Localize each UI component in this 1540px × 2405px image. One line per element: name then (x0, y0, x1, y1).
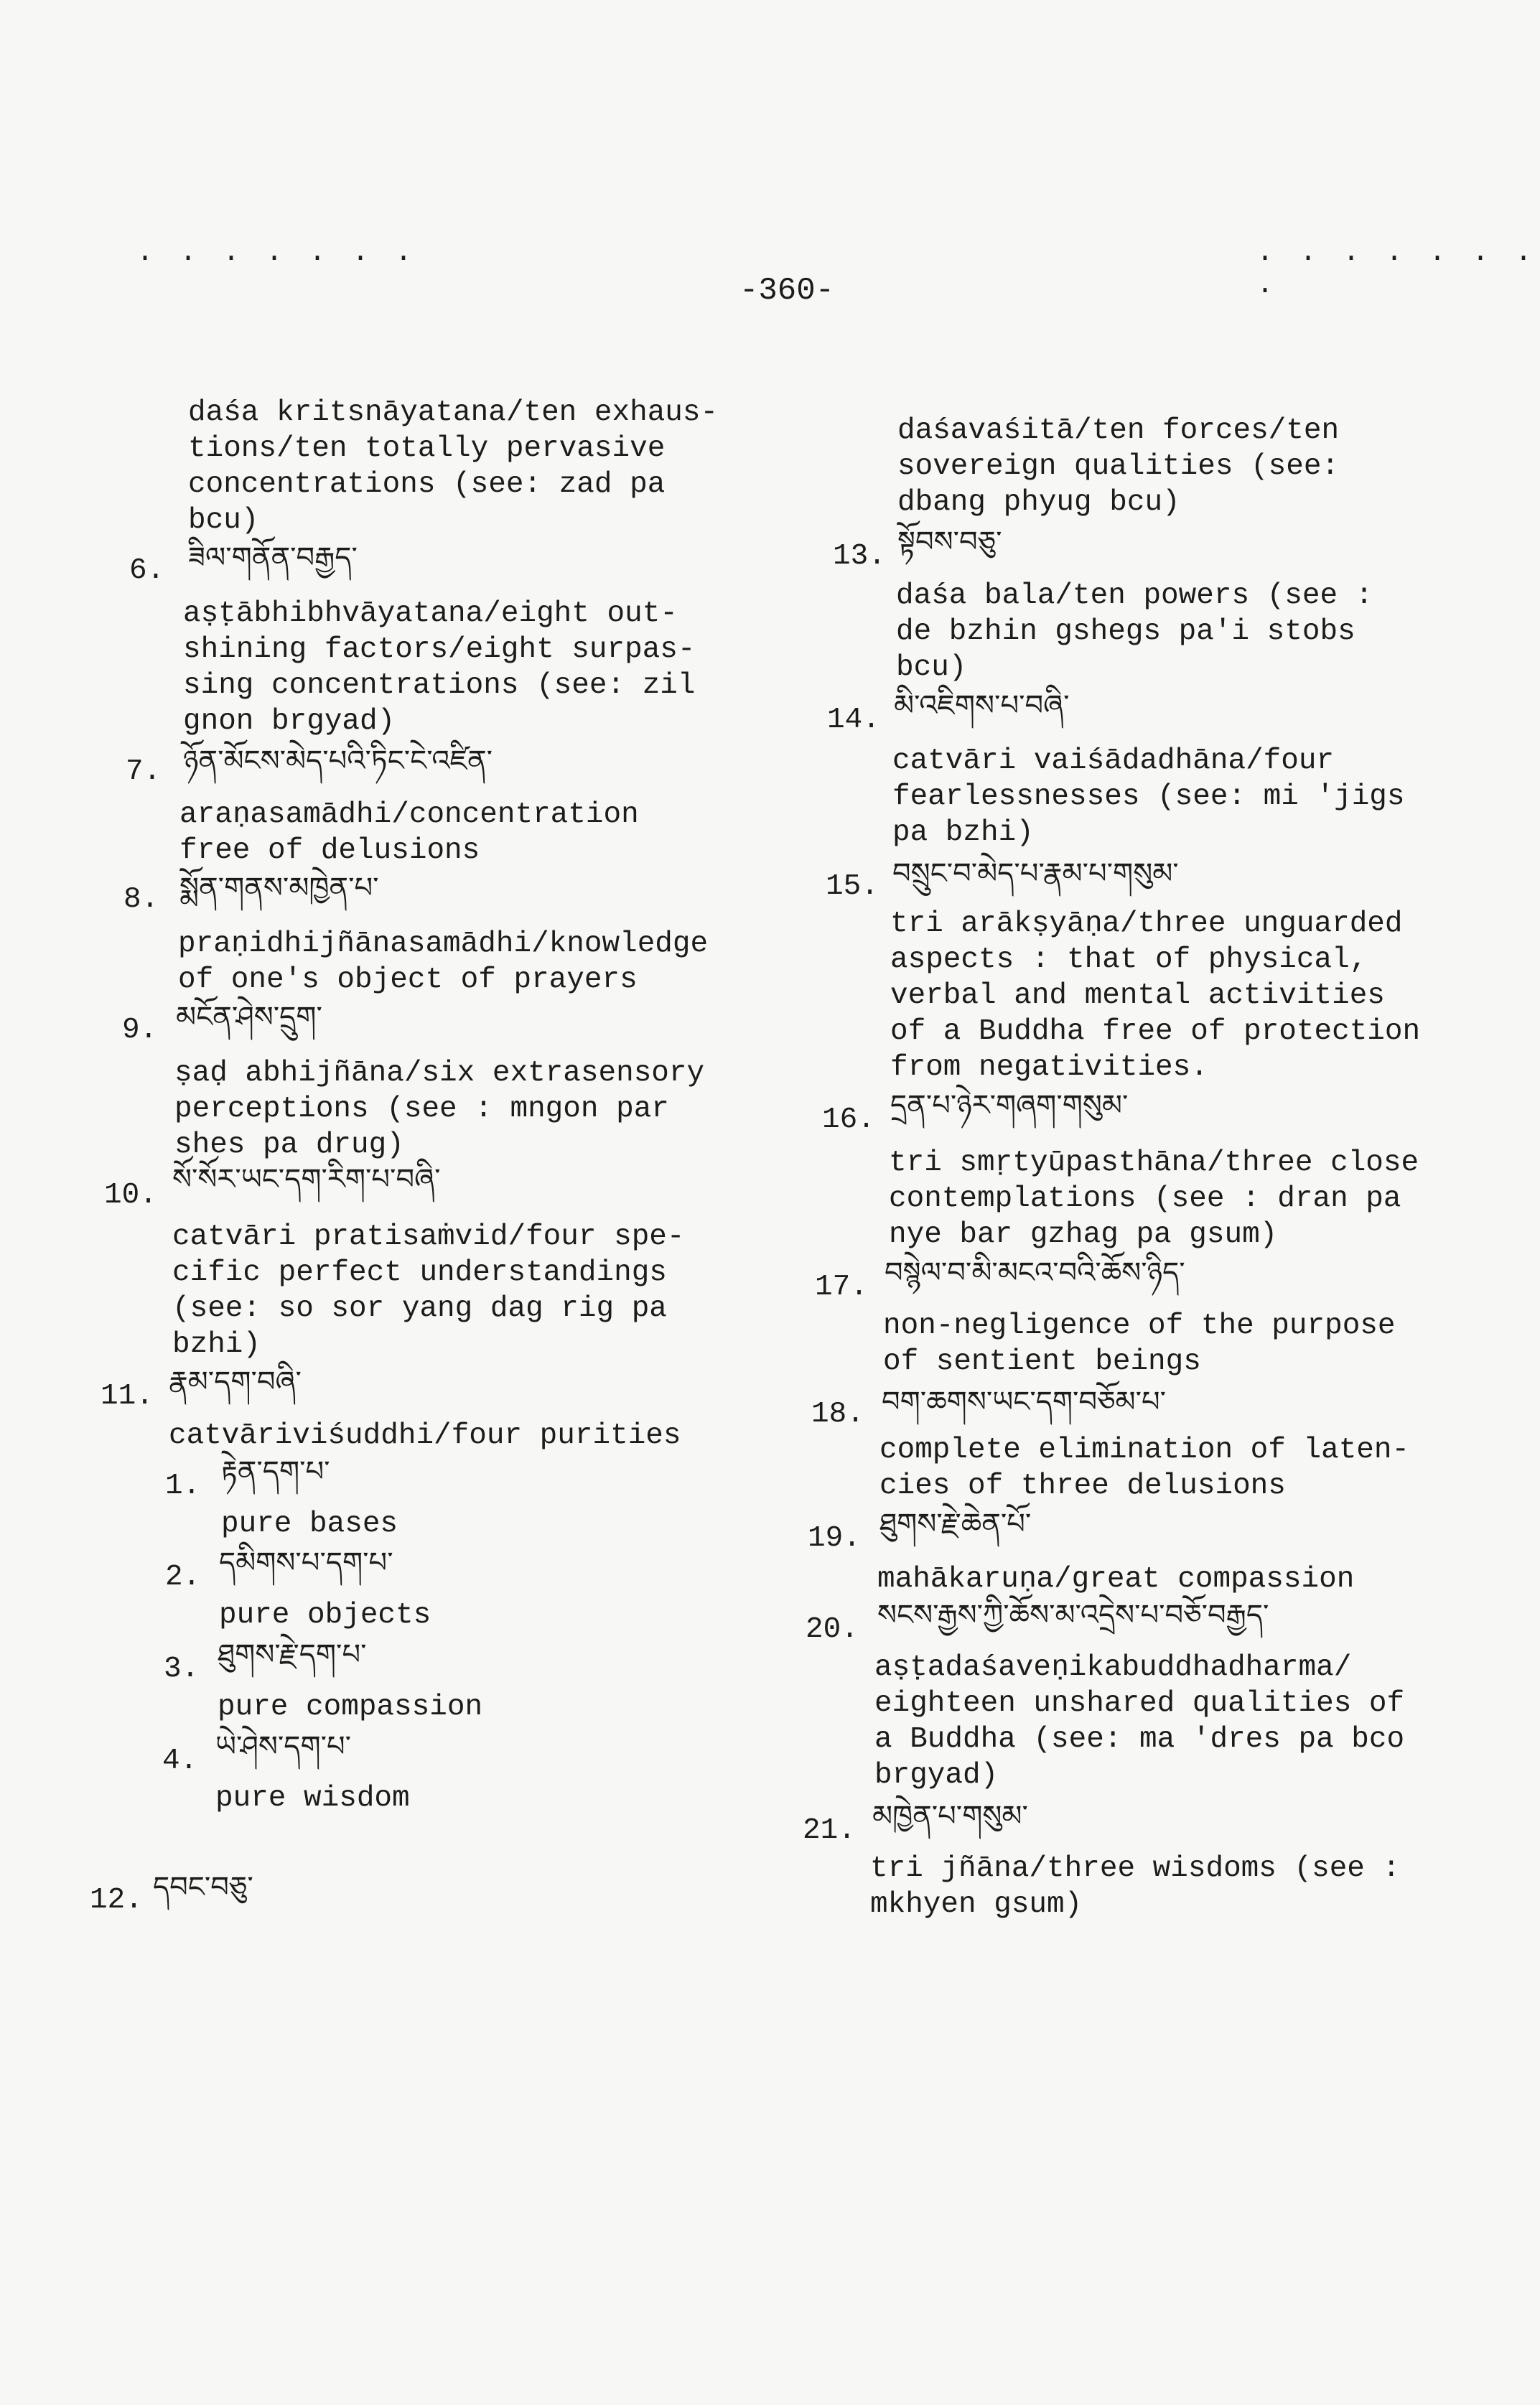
entry-18-tibetan: བག་ཆགས་ཡང་དག་བཅོམ་པ་ (882, 1386, 1167, 1419)
entry-15-line-2: aspects : that of physical, (890, 943, 1368, 976)
entry-19-line-1: mahākaruṇa/great compassion (877, 1563, 1355, 1596)
subentry-3-tibetan: ཐུགས་རྗེ་དག་པ་ (218, 1638, 367, 1671)
entry-7-line-1: araṇasamādhi/concentration (179, 798, 639, 831)
entry-14-line-2: fearlessnesses (see: mi 'jigs (892, 780, 1405, 813)
subentry-3-text: pure compassion (218, 1691, 483, 1724)
entry-6-line-1: aṣṭābhibhvāyatana/eight out- (183, 597, 678, 630)
entry-13-number: 13. (833, 540, 886, 573)
entry-12c-line-1: daśavaśitā/ten forces/ten (897, 414, 1340, 447)
entry-20-line-2: eighteen unshared qualities of (874, 1687, 1405, 1720)
page-number: -360- (739, 273, 835, 309)
entry-21-number: 21. (803, 1814, 856, 1847)
entry-12c-line-3: dbang phyug bcu) (897, 486, 1180, 519)
entry-6-line-4: gnon brgyad) (183, 705, 396, 738)
entry-17-line-2: of sentient beings (883, 1345, 1201, 1378)
entry-19-tibetan: ཐུགས་རྗེ་ཆེན་པོ་ (879, 1508, 1032, 1541)
entry-10-number: 10. (104, 1179, 157, 1212)
entry-5-line-3: concentrations (see: zad pa (188, 468, 666, 501)
entry-20-line-1: aṣṭadaśaveṇikabuddhadharma/ (874, 1651, 1352, 1684)
entry-15-line-3: verbal and mental activities (890, 979, 1385, 1012)
entry-5-line-1: daśa kritsnāyatana/ten exhaus- (188, 396, 719, 429)
entry-13-line-3: bcu) (896, 651, 967, 684)
entry-8-tibetan: སྨོན་གནས་མཁྱེན་པ་ (179, 872, 379, 905)
entry-12-tibetan: དབང་བཅུ་ (153, 1871, 253, 1904)
entry-10-line-2: cific perfect understandings (172, 1256, 667, 1289)
entry-12c-line-2: sovereign qualities (see: (897, 450, 1340, 483)
entry-13-line-2: de bzhin gshegs pa'i stobs (896, 615, 1355, 648)
entry-14-line-1: catvāri vaiśādadhāna/four (892, 744, 1335, 777)
entry-16-number: 16. (822, 1103, 875, 1136)
entry-10-tibetan: སོ་སོར་ཡང་དག་རིག་པ་བཞི་ (172, 1163, 441, 1196)
entry-17-line-1: non-negligence of the purpose (883, 1309, 1396, 1342)
entry-9-number: 9. (122, 1014, 158, 1047)
subentry-1-number: 1. (165, 1470, 201, 1503)
entry-15-tibetan: བསྲུང་བ་མེད་པ་རྣམ་པ་གསུམ་ (892, 857, 1179, 890)
header-left-dots: . . . . . . . (136, 237, 417, 269)
entry-20-tibetan: སངས་རྒྱས་ཀྱི་ཆོས་མ་འདྲེས་པ་བཅོ་བརྒྱད་ (877, 1599, 1269, 1632)
subentry-2-text: pure objects (219, 1599, 431, 1632)
entry-7-number: 7. (126, 755, 162, 788)
entry-14-tibetan: མི་འཇིགས་པ་བཞི་ (894, 689, 1070, 722)
entry-5-line-2: tions/ten totally pervasive (188, 432, 666, 465)
entry-16-line-1: tri smṛtyūpasthāna/three close (889, 1147, 1419, 1180)
subentry-4-text: pure wisdom (215, 1782, 410, 1815)
subentry-1-text: pure bases (221, 1508, 398, 1541)
subentry-4-number: 4. (162, 1745, 198, 1778)
entry-9-tibetan: མངོན་ཤེས་དྲུག་ (176, 1001, 322, 1034)
entry-7-tibetan: ཉོན་མོངས་མེད་པའི་ཏིང་ངེ་འཛིན་ (183, 744, 493, 777)
entry-15-line-5: from negativities. (890, 1051, 1208, 1084)
entry-16-tibetan: དྲན་པ་ཉེར་གཞག་གསུམ་ (890, 1089, 1129, 1122)
entry-11-tibetan: རྣམ་དག་བཞི་ (169, 1365, 302, 1398)
entry-8-line-1: praṇidhijñānasamādhi/knowledge (178, 928, 709, 961)
entry-6-line-3: sing concentrations (see: zil (183, 669, 696, 702)
entry-12-number: 12. (90, 1884, 143, 1917)
entry-9-line-3: shes pa drug) (174, 1129, 404, 1162)
subentry-2-tibetan: དམིགས་པ་དག་པ་ (219, 1546, 393, 1579)
entry-21-line-2: mkhyen gsum) (870, 1888, 1083, 1921)
entry-11-line-1: catvāriviśuddhi/four purities (169, 1419, 681, 1452)
entry-19-number: 19. (808, 1522, 861, 1555)
entry-18-number: 18. (811, 1398, 864, 1431)
entry-16-line-2: contemplations (see : dran pa (889, 1182, 1401, 1215)
entry-6-line-2: shining factors/eight surpas- (183, 633, 696, 666)
entry-6-number: 6. (129, 554, 165, 587)
entry-13-tibetan: སྟོབས་བཅུ་ (897, 526, 1002, 559)
entry-10-line-3: (see: so sor yang dag rig pa (172, 1292, 667, 1325)
entry-7-line-2: free of delusions (179, 834, 480, 867)
entry-14-line-3: pa bzhi) (892, 816, 1034, 849)
entry-16-line-3: nye bar gzhag pa gsum) (889, 1218, 1278, 1251)
entry-20-line-3: a Buddha (see: ma 'dres pa bco (874, 1723, 1405, 1756)
entry-15-line-1: tri arākṣyāṇa/three unguarded (890, 907, 1403, 940)
entry-21-line-1: tri jñāna/three wisdoms (see : (870, 1852, 1401, 1885)
entry-9-line-2: perceptions (see : mngon par (174, 1093, 669, 1126)
subentry-1-tibetan: རྟེན་དག་པ་ (221, 1455, 330, 1488)
subentry-2-number: 2. (165, 1561, 201, 1594)
entry-9-line-1: ṣaḍ abhijñāna/six extrasensory (174, 1057, 705, 1090)
entry-18-line-1: complete elimination of laten- (879, 1434, 1410, 1467)
entry-8-line-2: of one's object of prayers (178, 963, 638, 996)
entry-11-number: 11. (101, 1380, 154, 1413)
entry-10-line-4: bzhi) (172, 1328, 261, 1361)
entry-13-line-1: daśa bala/ten powers (see : (896, 579, 1373, 612)
subentry-3-number: 3. (164, 1653, 200, 1686)
subentry-4-tibetan: ཡེ་ཤེས་དག་པ་ (215, 1730, 352, 1763)
entry-17-number: 17. (815, 1271, 868, 1304)
entry-10-line-1: catvāri pratisaṁvid/four spe- (172, 1220, 685, 1253)
entry-15-line-4: of a Buddha free of protection (890, 1015, 1421, 1048)
entry-18-line-2: cies of three delusions (879, 1470, 1286, 1503)
entry-5-line-4: bcu) (188, 504, 259, 537)
entry-8-number: 8. (123, 883, 159, 916)
entry-17-tibetan: བསྙེལ་བ་མི་མངའ་བའི་ཆོས་ཉིད་ (885, 1256, 1185, 1289)
entry-20-number: 20. (806, 1613, 859, 1646)
entry-6-tibetan: ཟིལ་གནོན་བརྒྱད་ (188, 541, 358, 574)
entry-14-number: 14. (827, 704, 880, 737)
entry-15-number: 15. (826, 870, 879, 903)
entry-21-tibetan: མཁྱེན་པ་གསུམ་ (872, 1800, 1028, 1833)
entry-20-line-4: brgyad) (874, 1759, 999, 1792)
header-right-dots: . . . . . . . . (1256, 237, 1537, 302)
